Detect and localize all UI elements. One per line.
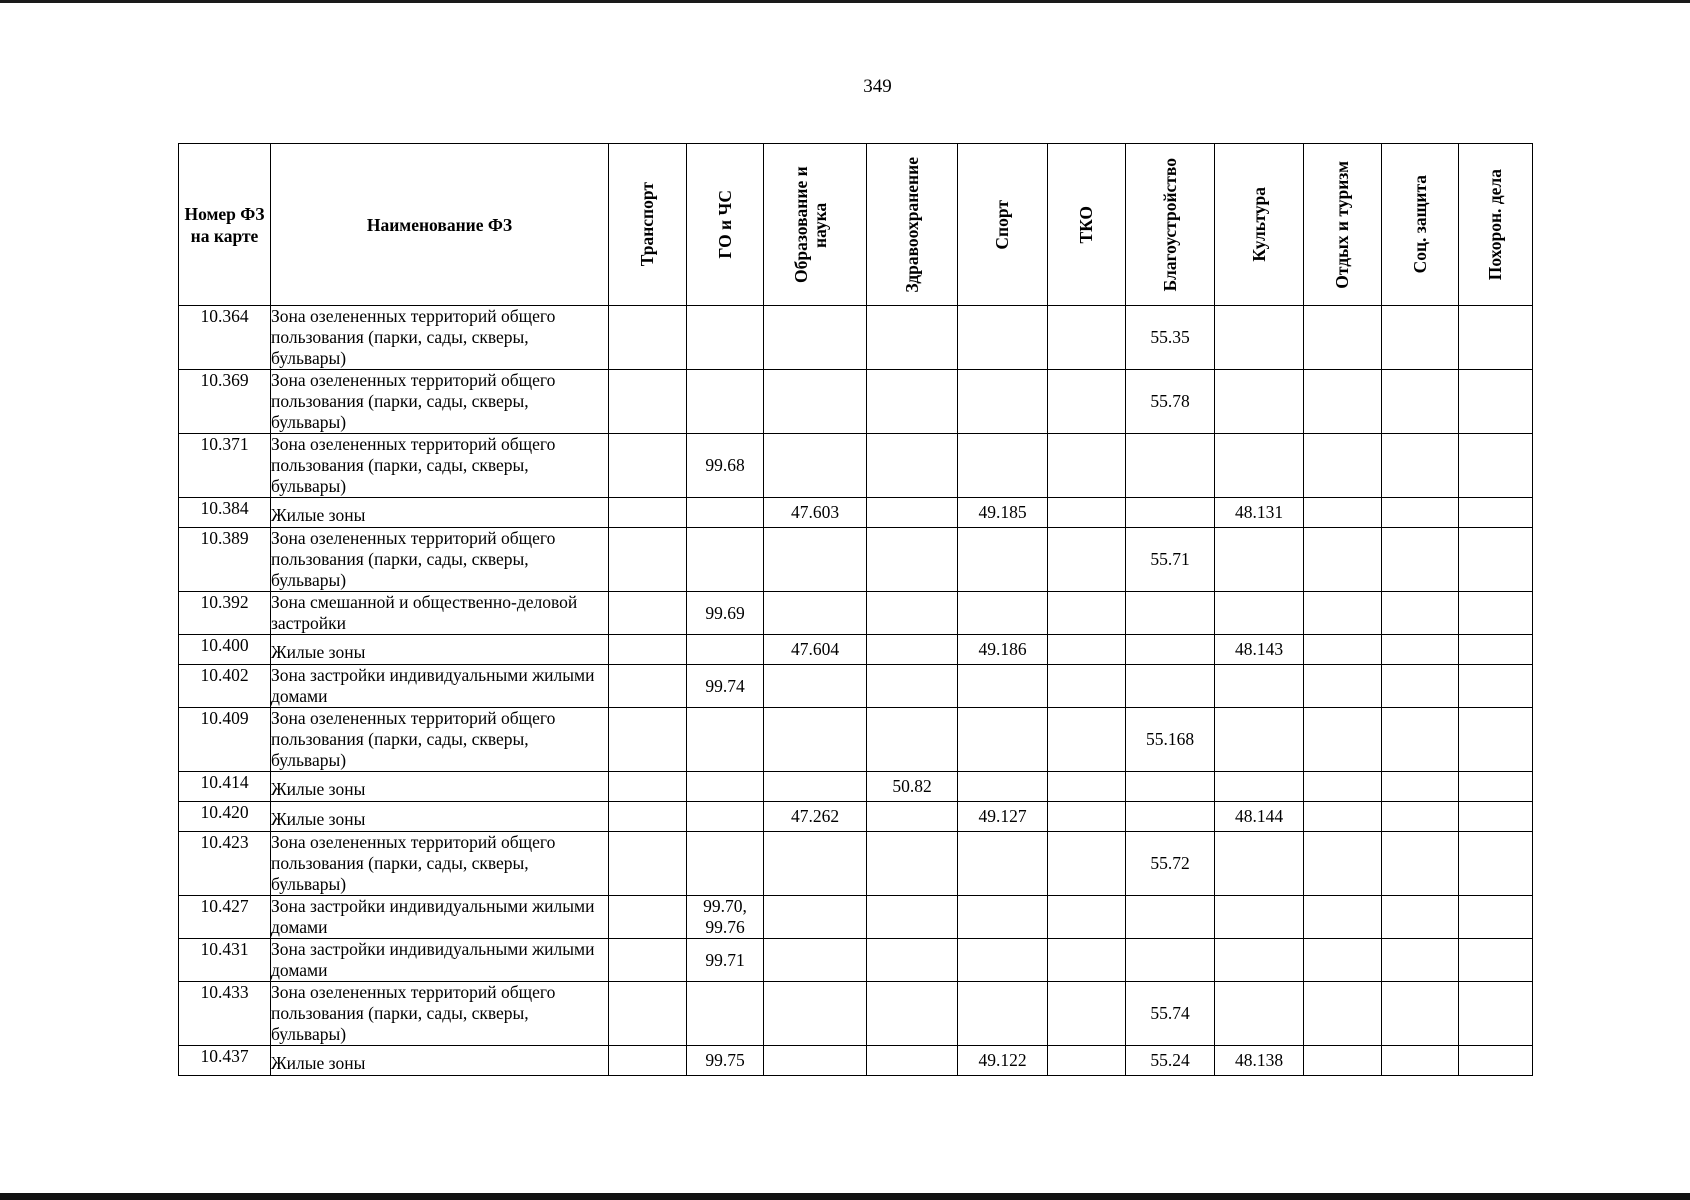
header-social-label: Соц. защита	[1409, 175, 1430, 274]
value-cell: 49.122	[958, 1046, 1048, 1076]
value-cell	[867, 832, 958, 896]
value-cell	[1048, 832, 1126, 896]
value-cell	[1048, 802, 1126, 832]
value-cell	[764, 665, 867, 708]
value-cell	[1459, 528, 1533, 592]
row-number: 10.364	[179, 306, 271, 370]
value-cell: 48.131	[1215, 498, 1304, 528]
value-cell	[1304, 896, 1382, 939]
row-name: Зона озелененных территорий общего пользования (парки, сады, скверы, бульвары)	[271, 434, 609, 498]
value-cell	[1215, 832, 1304, 896]
value-cell	[764, 772, 867, 802]
value-cell	[1304, 370, 1382, 434]
value-cell	[958, 896, 1048, 939]
value-cell	[609, 528, 687, 592]
value-cell	[609, 434, 687, 498]
header-number: Номер ФЗ на карте	[179, 144, 271, 306]
value-cell	[1459, 832, 1533, 896]
row-number: 10.431	[179, 939, 271, 982]
value-cell	[609, 498, 687, 528]
header-transport-label: Транспорт	[637, 182, 657, 267]
table-row	[179, 592, 1533, 635]
row-number: 10.427	[179, 896, 271, 939]
row-name: Жилые зоны	[271, 498, 609, 528]
value-cell	[1048, 434, 1126, 498]
row-name: Жилые зоны	[271, 1046, 609, 1076]
header-healthcare-label: Здравоохранение	[901, 156, 922, 293]
row-number: 10.402	[179, 665, 271, 708]
table-row	[179, 434, 1533, 498]
header-sport-label: Спорт	[992, 199, 1012, 250]
row-name: Зона озелененных территорий общего пользования (парки, сады, скверы, бульвары)	[271, 370, 609, 434]
value-cell: 99.71	[687, 939, 764, 982]
value-cell	[1382, 434, 1459, 498]
value-cell	[1304, 832, 1382, 896]
value-cell: 47.262	[764, 802, 867, 832]
value-cell	[1126, 939, 1215, 982]
value-cell: 55.78	[1126, 370, 1215, 434]
value-cell: 55.71	[1126, 528, 1215, 592]
value-cell	[764, 434, 867, 498]
value-cell	[1048, 370, 1126, 434]
value-cell	[687, 832, 764, 896]
value-cell	[958, 528, 1048, 592]
table-row	[179, 370, 1533, 434]
value-cell	[687, 635, 764, 665]
value-cell	[1459, 772, 1533, 802]
value-cell	[958, 592, 1048, 635]
row-number: 10.371	[179, 434, 271, 498]
row-number: 10.400	[179, 635, 271, 665]
value-cell	[764, 370, 867, 434]
value-cell	[1215, 434, 1304, 498]
header-culture	[1215, 144, 1304, 306]
value-cell	[764, 832, 867, 896]
header-civil-defense	[687, 144, 764, 306]
row-number: 10.369	[179, 370, 271, 434]
value-cell: 99.74	[687, 665, 764, 708]
value-cell: 48.138	[1215, 1046, 1304, 1076]
value-cell	[867, 939, 958, 982]
value-cell	[687, 772, 764, 802]
value-cell	[1304, 498, 1382, 528]
value-cell	[1459, 635, 1533, 665]
value-cell	[609, 635, 687, 665]
value-cell	[1215, 528, 1304, 592]
value-cell	[1459, 708, 1533, 772]
row-name: Жилые зоны	[271, 802, 609, 832]
value-cell	[867, 498, 958, 528]
value-cell	[609, 708, 687, 772]
value-cell	[1459, 896, 1533, 939]
value-cell	[958, 665, 1048, 708]
value-cell	[1459, 1046, 1533, 1076]
table-row	[179, 708, 1533, 772]
table-row	[179, 982, 1533, 1046]
value-cell	[958, 306, 1048, 370]
value-cell	[867, 802, 958, 832]
row-number: 10.433	[179, 982, 271, 1046]
header-tourism	[1304, 144, 1382, 306]
row-name: Зона смешанной и общественно-деловой застройки	[271, 592, 609, 635]
table-row	[179, 665, 1533, 708]
value-cell	[1382, 306, 1459, 370]
value-cell	[1048, 306, 1126, 370]
value-cell	[1459, 498, 1533, 528]
value-cell	[1459, 434, 1533, 498]
header-civil-defense-label: ГО и ЧС	[714, 190, 735, 259]
value-cell	[1382, 708, 1459, 772]
row-name: Зона застройки индивидуальными жилыми домами	[271, 939, 609, 982]
value-cell	[1126, 635, 1215, 665]
value-cell	[958, 772, 1048, 802]
header-waste	[1048, 144, 1126, 306]
value-cell	[867, 370, 958, 434]
value-cell	[1126, 592, 1215, 635]
value-cell	[687, 802, 764, 832]
header-landscaping	[1126, 144, 1215, 306]
row-number: 10.423	[179, 832, 271, 896]
value-cell	[609, 1046, 687, 1076]
row-name: Зона озелененных территорий общего пользования (парки, сады, скверы, бульвары)	[271, 832, 609, 896]
value-cell	[1215, 708, 1304, 772]
header-education	[764, 144, 867, 306]
value-cell	[867, 635, 958, 665]
value-cell	[1126, 802, 1215, 832]
row-number: 10.384	[179, 498, 271, 528]
value-cell: 50.82	[867, 772, 958, 802]
value-cell	[609, 592, 687, 635]
value-cell	[764, 528, 867, 592]
value-cell	[764, 982, 867, 1046]
row-name: Зона застройки индивидуальными жилыми домами	[271, 665, 609, 708]
zones-table	[178, 143, 1533, 1076]
value-cell	[609, 370, 687, 434]
value-cell	[1304, 802, 1382, 832]
value-cell	[1304, 982, 1382, 1046]
value-cell	[1126, 665, 1215, 708]
value-cell	[1382, 1046, 1459, 1076]
value-cell	[867, 306, 958, 370]
value-cell	[1048, 939, 1126, 982]
value-cell	[764, 1046, 867, 1076]
value-cell	[1382, 665, 1459, 708]
value-cell	[1048, 1046, 1126, 1076]
value-cell	[958, 939, 1048, 982]
value-cell	[867, 1046, 958, 1076]
value-cell	[1126, 772, 1215, 802]
row-number: 10.409	[179, 708, 271, 772]
value-cell: 49.186	[958, 635, 1048, 665]
table-row	[179, 772, 1533, 802]
value-cell	[609, 772, 687, 802]
value-cell: 55.74	[1126, 982, 1215, 1046]
value-cell	[1382, 772, 1459, 802]
row-number: 10.392	[179, 592, 271, 635]
row-name: Зона озелененных территорий общего пользования (парки, сады, скверы, бульвары)	[271, 306, 609, 370]
table-row	[179, 498, 1533, 528]
value-cell	[1459, 982, 1533, 1046]
value-cell	[1215, 306, 1304, 370]
row-number: 10.389	[179, 528, 271, 592]
value-cell	[687, 528, 764, 592]
value-cell	[764, 708, 867, 772]
value-cell: 49.127	[958, 802, 1048, 832]
value-cell	[1126, 896, 1215, 939]
row-name: Жилые зоны	[271, 635, 609, 665]
row-name: Жилые зоны	[271, 772, 609, 802]
value-cell: 48.143	[1215, 635, 1304, 665]
value-cell	[1215, 896, 1304, 939]
value-cell	[1382, 939, 1459, 982]
value-cell	[958, 434, 1048, 498]
page-number: 349	[863, 76, 892, 97]
value-cell: 55.72	[1126, 832, 1215, 896]
value-cell	[958, 370, 1048, 434]
value-cell	[1048, 772, 1126, 802]
value-cell	[958, 982, 1048, 1046]
header-row	[179, 144, 1533, 306]
value-cell	[609, 939, 687, 982]
value-cell	[867, 896, 958, 939]
value-cell	[1304, 708, 1382, 772]
header-waste-label: ТКО	[1076, 205, 1096, 244]
value-cell: 48.144	[1215, 802, 1304, 832]
header-healthcare	[867, 144, 958, 306]
header-tourism-label: Отдых и туризм	[1332, 160, 1352, 289]
header-transport	[609, 144, 687, 306]
row-name: Зона озелененных территорий общего пользования (парки, сады, скверы, бульвары)	[271, 982, 609, 1046]
value-cell	[1459, 802, 1533, 832]
header-funeral-label: Похорон. дела	[1485, 168, 1505, 281]
value-cell: 55.35	[1126, 306, 1215, 370]
value-cell	[1382, 896, 1459, 939]
header-social	[1382, 144, 1459, 306]
table-row	[179, 802, 1533, 832]
value-cell	[1126, 434, 1215, 498]
value-cell	[1048, 592, 1126, 635]
value-cell	[1304, 528, 1382, 592]
value-cell: 49.185	[958, 498, 1048, 528]
row-name: Зона озелененных территорий общего пользования (парки, сады, скверы, бульвары)	[271, 528, 609, 592]
value-cell	[609, 306, 687, 370]
value-cell	[687, 370, 764, 434]
row-name: Зона озелененных территорий общего пользования (парки, сады, скверы, бульвары)	[271, 708, 609, 772]
value-cell	[1382, 832, 1459, 896]
row-number: 10.414	[179, 772, 271, 802]
value-cell	[867, 708, 958, 772]
row-number: 10.420	[179, 802, 271, 832]
value-cell	[764, 939, 867, 982]
value-cell	[1382, 592, 1459, 635]
table-row	[179, 635, 1533, 665]
value-cell	[1215, 665, 1304, 708]
value-cell	[1215, 982, 1304, 1046]
row-number: 10.437	[179, 1046, 271, 1076]
value-cell	[1459, 939, 1533, 982]
value-cell	[1126, 498, 1215, 528]
value-cell: 47.603	[764, 498, 867, 528]
value-cell	[867, 592, 958, 635]
value-cell: 55.24	[1126, 1046, 1215, 1076]
value-cell	[1215, 939, 1304, 982]
value-cell	[1048, 708, 1126, 772]
value-cell	[764, 592, 867, 635]
value-cell	[1048, 896, 1126, 939]
value-cell	[1382, 635, 1459, 665]
value-cell: 99.68	[687, 434, 764, 498]
value-cell	[687, 982, 764, 1046]
value-cell	[1048, 982, 1126, 1046]
value-cell	[687, 306, 764, 370]
table-row	[179, 939, 1533, 982]
table-row	[179, 306, 1533, 370]
value-cell	[958, 708, 1048, 772]
value-cell	[1048, 528, 1126, 592]
value-cell	[1304, 665, 1382, 708]
value-cell	[609, 665, 687, 708]
value-cell	[1304, 592, 1382, 635]
table-row	[179, 896, 1533, 939]
value-cell: 47.604	[764, 635, 867, 665]
value-cell	[1459, 665, 1533, 708]
value-cell	[1048, 665, 1126, 708]
value-cell	[1382, 498, 1459, 528]
value-cell	[1215, 370, 1304, 434]
row-name: Зона застройки индивидуальными жилыми домами	[271, 896, 609, 939]
table-row	[179, 528, 1533, 592]
value-cell	[1459, 306, 1533, 370]
header-education-label: Образование и наука	[791, 166, 830, 283]
value-cell	[1382, 802, 1459, 832]
value-cell	[1215, 772, 1304, 802]
value-cell	[1304, 1046, 1382, 1076]
value-cell	[1048, 498, 1126, 528]
value-cell	[958, 832, 1048, 896]
value-cell: 99.69	[687, 592, 764, 635]
value-cell	[867, 665, 958, 708]
header-funeral	[1459, 144, 1533, 306]
value-cell	[867, 982, 958, 1046]
header-sport	[958, 144, 1048, 306]
value-cell	[867, 528, 958, 592]
value-cell: 99.75	[687, 1046, 764, 1076]
value-cell	[1304, 306, 1382, 370]
value-cell	[1215, 592, 1304, 635]
value-cell	[867, 434, 958, 498]
value-cell	[609, 982, 687, 1046]
value-cell	[1048, 635, 1126, 665]
value-cell	[1382, 370, 1459, 434]
value-cell: 99.70, 99.76	[687, 896, 764, 939]
value-cell	[1382, 982, 1459, 1046]
value-cell	[687, 708, 764, 772]
value-cell	[1304, 939, 1382, 982]
value-cell	[1382, 528, 1459, 592]
value-cell	[1304, 772, 1382, 802]
value-cell: 55.168	[1126, 708, 1215, 772]
scan-edge-top	[0, 0, 1690, 3]
scan-edge-bottom	[0, 1193, 1690, 1200]
value-cell	[1304, 635, 1382, 665]
value-cell	[1304, 434, 1382, 498]
value-cell	[1459, 592, 1533, 635]
table-row	[179, 1046, 1533, 1076]
table-row	[179, 832, 1533, 896]
value-cell	[764, 306, 867, 370]
value-cell	[687, 498, 764, 528]
value-cell	[609, 802, 687, 832]
value-cell	[609, 832, 687, 896]
header-landscaping-label: Благоустройство	[1159, 157, 1180, 292]
value-cell	[764, 896, 867, 939]
table-body	[179, 306, 1533, 1076]
value-cell	[1459, 370, 1533, 434]
header-culture-label: Культура	[1248, 187, 1269, 262]
value-cell	[609, 896, 687, 939]
header-name: Наименование ФЗ	[271, 144, 609, 306]
